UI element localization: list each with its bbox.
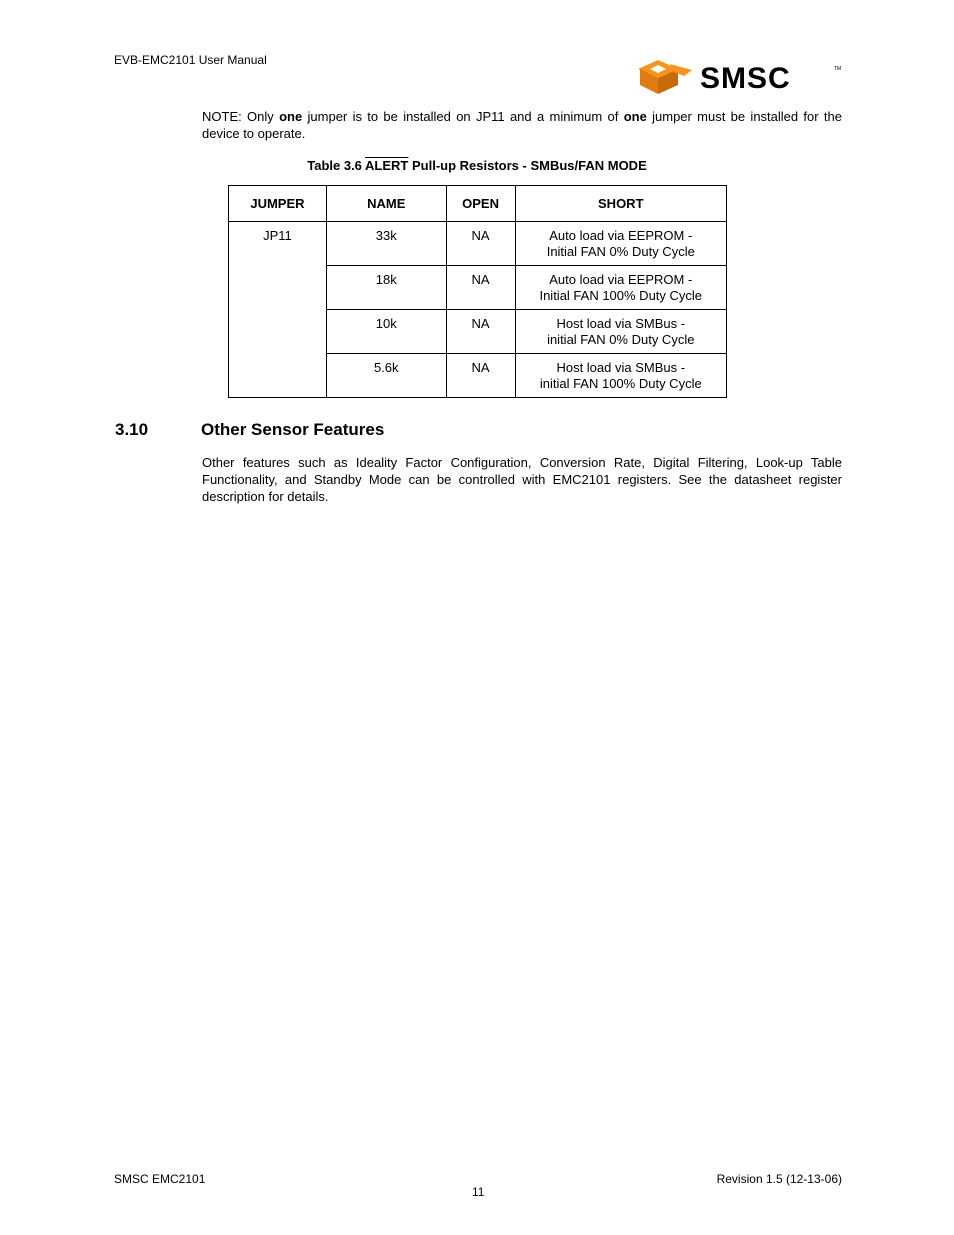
- short-line: initial FAN 0% Duty Cycle: [547, 331, 695, 347]
- footer-revision: Revision 1.5 (12-13-06): [716, 1172, 842, 1186]
- section-body: Other features such as Ideality Factor Configuration, Conversion Rate, Digital Filtering, Look-up Table Functionality, and Standby Mode can be controlled with EMC2101 registers. See the datasheet register description for details.: [202, 455, 842, 504]
- short-cell: [515, 354, 726, 398]
- table-caption-signal: ALERT: [365, 158, 409, 173]
- short-line: Initial FAN 0% Duty Cycle: [546, 243, 695, 259]
- footer-product: SMSC EMC2101: [114, 1172, 206, 1186]
- column-header-name: NAME: [326, 186, 446, 222]
- open-cell: NA: [446, 222, 515, 266]
- note-emphasis: one: [623, 109, 647, 124]
- document-title: EVB-EMC2101 User Manual: [114, 53, 267, 67]
- short-cell: [515, 266, 726, 310]
- column-header-short: SHORT: [515, 186, 726, 222]
- note-text: NOTE: Only: [202, 109, 280, 124]
- column-header-open: OPEN: [446, 186, 515, 222]
- trademark-symbol: TM: [834, 66, 842, 72]
- smsc-logo-wordmark: SMSC: [700, 62, 791, 95]
- column-header-jumper: JUMPER: [229, 186, 327, 222]
- note-paragraph: [202, 108, 842, 142]
- alert-pullup-table: [228, 185, 727, 398]
- open-cell: NA: [446, 266, 515, 310]
- table-header-row: [229, 186, 727, 222]
- note-emphasis: one: [279, 109, 303, 124]
- table-caption: [202, 158, 752, 173]
- jumper-cell: JP11: [229, 222, 327, 398]
- open-cell: NA: [446, 354, 515, 398]
- name-cell: 5.6k: [326, 354, 446, 398]
- short-line: Initial FAN 100% Duty Cycle: [539, 287, 703, 303]
- name-cell: 33k: [326, 222, 446, 266]
- short-line: Host load via SMBus -: [556, 316, 686, 331]
- short-line: Auto load via EEPROM -: [549, 272, 693, 287]
- table-caption-label: Table 3.6: [307, 158, 366, 173]
- table-caption-title: Pull-up Resistors - SMBus/FAN MODE: [408, 158, 647, 173]
- short-line: Auto load via EEPROM -: [549, 228, 693, 243]
- open-cell: NA: [446, 310, 515, 354]
- table-row: [229, 222, 727, 266]
- section-title: Other Sensor Features: [201, 420, 385, 439]
- smsc-logo: [636, 58, 844, 96]
- page-number: 11: [472, 1185, 485, 1199]
- name-cell: 10k: [326, 310, 446, 354]
- short-cell: [515, 222, 726, 266]
- short-line: Host load via SMBus -: [556, 360, 686, 375]
- short-cell: [515, 310, 726, 354]
- short-line: initial FAN 100% Duty Cycle: [539, 375, 702, 391]
- note-text: jumper must be installed for the device to operate.: [202, 109, 842, 141]
- name-cell: 18k: [326, 266, 446, 310]
- smsc-logo-mark: [638, 60, 692, 94]
- section-number: 3.10: [115, 420, 149, 439]
- note-text: jumper is to be installed on JP11 and a minimum of: [302, 109, 624, 124]
